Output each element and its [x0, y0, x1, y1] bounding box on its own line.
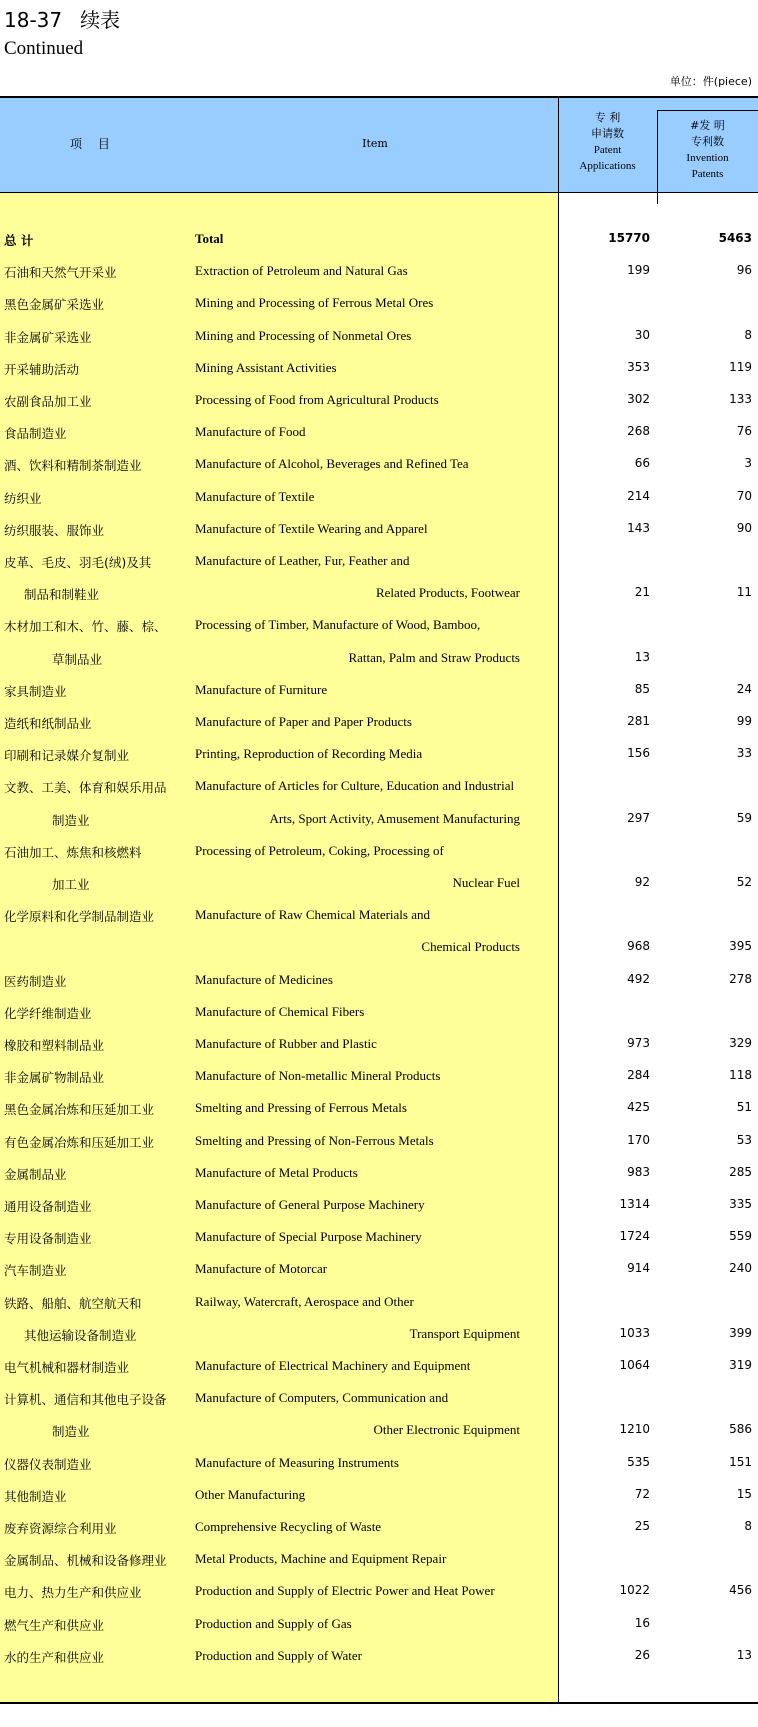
- inv-en2: Patents: [691, 168, 724, 180]
- row-item-en: Other Manufacturing: [195, 1486, 306, 1502]
- row-item-en: Nuclear Fuel: [452, 875, 520, 890]
- row-item-cn: 化学原料和化学制品制造业: [4, 909, 155, 925]
- row-invention-patents: 99: [736, 714, 752, 728]
- table-row: [0, 384, 758, 416]
- row-patent-applications: 1064: [619, 1358, 650, 1372]
- row-invention-patents: 240: [729, 1261, 752, 1276]
- row-patent-applications: 983: [627, 1164, 650, 1179]
- row-invention-patents: 11: [736, 585, 752, 600]
- row-item-en: Manufacture of Medicines: [195, 971, 333, 987]
- table-row: [0, 223, 758, 255]
- row-patent-applications: 1314: [619, 1197, 650, 1211]
- row-patent-applications: 302: [627, 392, 650, 406]
- row-patent-applications: 214: [627, 488, 650, 503]
- table-row: [0, 1575, 758, 1607]
- table-row: [0, 642, 758, 674]
- row-patent-applications: 26: [634, 1647, 650, 1662]
- row-item-cn: 橡胶和塑料制品业: [4, 1038, 105, 1053]
- row-item-en: Total: [195, 231, 224, 246]
- row-item-cn: 非金属矿物制品业: [4, 1070, 105, 1086]
- row-item-cn: 计算机、通信和其他电子设备: [4, 1392, 167, 1408]
- row-item-cn: 电力、热力生产和供应业: [4, 1585, 142, 1601]
- row-item-en: Smelting and Pressing of Non-Ferrous Metals: [195, 1132, 434, 1148]
- row-invention-patents: 118: [729, 1068, 752, 1083]
- row-patent-applications: 143: [627, 520, 650, 535]
- row-item-en: Manufacture of Paper and Paper Products: [195, 714, 412, 729]
- row-invention-patents: 335: [729, 1197, 752, 1211]
- row-invention-patents: 13: [736, 1647, 752, 1662]
- row-patent-applications: 353: [627, 359, 650, 374]
- row-item-en: Mining and Processing of Nonmetal Ores: [195, 327, 412, 343]
- row-invention-patents: 5463: [718, 231, 752, 245]
- row-item-en: Manufacture of Furniture: [195, 681, 328, 697]
- table-row: [0, 1511, 758, 1543]
- row-item-en: Manufacture of Metal Products: [195, 1164, 358, 1180]
- table-row: [0, 899, 758, 931]
- row-item-cn: 家具制造业: [4, 683, 67, 699]
- row-item-en: Processing of Food from Agricultural Products: [195, 392, 439, 407]
- table-row: [0, 1125, 758, 1157]
- table-row: [0, 545, 758, 577]
- row-item-en: Manufacture of Food: [195, 424, 306, 440]
- table-row: [0, 1414, 758, 1446]
- row-patent-applications: 1210: [619, 1422, 650, 1437]
- row-invention-patents: 8: [744, 327, 752, 342]
- row-item-en: Manufacture of Leather, Fur, Feather and: [195, 553, 410, 568]
- row-item-cn: 水的生产和供应业: [4, 1649, 105, 1665]
- table-row: [0, 1479, 758, 1511]
- row-patent-applications: 968: [627, 939, 650, 954]
- table-row: [0, 931, 758, 963]
- pa-cn2: 申请数: [591, 127, 624, 140]
- row-item-en: Smelting and Pressing of Ferrous Metals: [195, 1100, 407, 1116]
- top-rule: [0, 96, 758, 98]
- row-item-cn: 制造业: [52, 812, 90, 828]
- inv-cn2: 专利数: [691, 135, 724, 148]
- row-item-en: Manufacture of Non-metallic Mineral Products: [195, 1068, 441, 1084]
- table-row: [0, 448, 758, 480]
- row-invention-patents: 52: [736, 875, 752, 889]
- row-item-cn: 纺织服装、服饰业: [4, 522, 105, 538]
- row-invention-patents: 285: [729, 1164, 752, 1179]
- row-item-cn: 仪器仪表制造业: [4, 1456, 92, 1472]
- row-item-en: Manufacture of Alcohol, Beverages and Refined Tea: [195, 456, 469, 472]
- row-invention-patents: 76: [736, 424, 752, 439]
- row-invention-patents: 278: [729, 971, 752, 986]
- row-item-cn: 汽车制造业: [4, 1263, 67, 1279]
- table-row: [0, 964, 758, 996]
- table-row: [0, 867, 758, 899]
- row-patent-applications: 15770: [608, 231, 650, 245]
- row-item-cn: 纺织业: [4, 490, 42, 506]
- bottom-rule: [0, 1702, 758, 1704]
- table-row: [0, 609, 758, 641]
- row-item-cn: 化学纤维制造业: [4, 1005, 92, 1021]
- row-item-cn: 铁路、船舶、航空航天和: [4, 1295, 142, 1311]
- table-row: [0, 255, 758, 287]
- row-item-en: Rattan, Palm and Straw Products: [348, 649, 520, 665]
- row-item-en: Manufacture of Motorcar: [195, 1261, 328, 1277]
- row-item-en: Related Products, Footwear: [375, 585, 520, 601]
- unit-label: 单位：件(piece): [669, 75, 752, 88]
- row-patent-applications: 21: [634, 585, 650, 600]
- subtitle: Continued: [4, 38, 84, 59]
- row-item-cn: 制造业: [52, 1424, 90, 1440]
- table-row: [0, 1221, 758, 1253]
- row-patent-applications: 1033: [619, 1325, 650, 1340]
- row-item-en: Manufacture of General Purpose Machinery: [195, 1197, 425, 1212]
- row-item-en: Production and Supply of Water: [195, 1647, 362, 1663]
- table-row: [0, 835, 758, 867]
- row-item-en: Comprehensive Recycling of Waste: [195, 1519, 382, 1534]
- row-patent-applications: 25: [634, 1519, 650, 1533]
- row-patent-applications: 297: [627, 810, 650, 825]
- row-item-en: Production and Supply of Gas: [195, 1615, 352, 1631]
- row-item-en: Production and Supply of Electric Power and Heat Power: [195, 1583, 495, 1599]
- row-invention-patents: 8: [744, 1519, 752, 1533]
- row-patent-applications: 72: [634, 1486, 650, 1501]
- row-patent-applications: 16: [634, 1615, 650, 1630]
- table-row: [0, 738, 758, 770]
- row-invention-patents: 3: [744, 456, 752, 471]
- row-invention-patents: 456: [729, 1583, 752, 1598]
- row-item-en: Manufacture of Special Purpose Machinery: [195, 1229, 422, 1245]
- row-patent-applications: 281: [627, 714, 650, 728]
- table-row: [0, 1092, 758, 1124]
- row-invention-patents: 53: [736, 1132, 752, 1147]
- row-invention-patents: 96: [736, 263, 752, 278]
- table-row: [0, 706, 758, 738]
- row-patent-applications: 425: [627, 1100, 650, 1115]
- inv-en1: Invention: [686, 152, 729, 164]
- table-row: [0, 1060, 758, 1092]
- pa-en1: Patent: [593, 144, 622, 156]
- row-invention-patents: 559: [729, 1229, 752, 1244]
- row-item-cn: 医药制造业: [4, 973, 67, 989]
- table-row: [0, 1189, 758, 1221]
- table-row: [0, 1447, 758, 1479]
- table-row: [0, 287, 758, 319]
- row-patent-applications: 973: [627, 1036, 650, 1050]
- row-invention-patents: 133: [729, 392, 752, 406]
- row-patent-applications: 156: [627, 746, 650, 761]
- row-patent-applications: 13: [634, 649, 650, 664]
- row-item-cn: 石油和天然气开采业: [4, 265, 117, 281]
- row-item-cn: 制品和制鞋业: [24, 587, 100, 603]
- row-invention-patents: 119: [729, 359, 752, 374]
- row-item-en: Manufacture of Electrical Machinery and Equipment: [195, 1358, 471, 1373]
- row-invention-patents: 399: [729, 1325, 752, 1340]
- row-item-en: Manufacture of Raw Chemical Materials and: [195, 907, 430, 923]
- row-item-en: Processing of Timber, Manufacture of Wood, Bamboo,: [195, 617, 481, 633]
- row-item-cn: 开采辅助活动: [4, 361, 80, 377]
- row-item-en: Extraction of Petroleum and Natural Gas: [195, 263, 408, 279]
- row-item-cn: 酒、饮料和精制茶制造业: [4, 458, 142, 474]
- row-item-cn: 农副食品加工业: [4, 394, 92, 409]
- pa-en2: Applications: [579, 160, 636, 172]
- table-row: [0, 1253, 758, 1285]
- row-item-cn: 草制品业: [52, 651, 103, 667]
- row-item-cn: 电气机械和器材制造业: [4, 1360, 130, 1375]
- row-patent-applications: 914: [627, 1261, 650, 1276]
- row-invention-patents: 51: [736, 1100, 752, 1115]
- row-item-en: Other Electronic Equipment: [373, 1422, 520, 1438]
- table-row: [0, 1157, 758, 1189]
- row-patent-applications: 1724: [619, 1229, 650, 1244]
- pa-cn1: 专 利: [594, 111, 621, 124]
- row-patent-applications: 492: [627, 971, 650, 986]
- col-header-invention-patents: [657, 118, 758, 182]
- row-item-cn: 加工业: [52, 877, 90, 892]
- row-patent-applications: 535: [627, 1454, 650, 1469]
- row-invention-patents: 24: [736, 681, 752, 696]
- row-invention-patents: 33: [736, 746, 752, 761]
- table-row: [0, 1350, 758, 1382]
- row-item-en: Transport Equipment: [409, 1325, 520, 1341]
- row-invention-patents: 395: [729, 939, 752, 954]
- table-row: [0, 803, 758, 835]
- row-invention-patents: 70: [736, 488, 752, 503]
- row-item-cn: 废弃资源综合利用业: [4, 1521, 117, 1536]
- row-item-cn: 总 计: [4, 233, 34, 248]
- row-item-en: Mining Assistant Activities: [195, 359, 337, 375]
- title-cn: 续表: [80, 8, 121, 32]
- table-row: [0, 481, 758, 513]
- table-row: [0, 1318, 758, 1350]
- row-item-en: Manufacture of Textile: [195, 488, 315, 504]
- table-number: 18-37: [4, 8, 63, 32]
- row-item-cn: 其他运输设备制造业: [24, 1327, 137, 1343]
- row-patent-applications: 284: [627, 1068, 650, 1083]
- row-item-cn: 非金属矿采选业: [4, 329, 92, 345]
- statistics-table: [0, 96, 758, 1704]
- header-rule: [0, 192, 758, 193]
- table-row: [0, 770, 758, 802]
- row-item-en: Manufacture of Textile Wearing and Apparel: [195, 520, 428, 536]
- table-row: [0, 320, 758, 352]
- table-row: [0, 513, 758, 545]
- row-item-en: Railway, Watercraft, Aerospace and Other: [195, 1293, 414, 1309]
- table-row: [0, 1543, 758, 1575]
- row-item-en: Arts, Sport Activity, Amusement Manufacturing: [269, 810, 520, 826]
- row-item-cn: 燃气生产和供应业: [4, 1617, 105, 1633]
- row-invention-patents: 59: [736, 810, 752, 825]
- row-item-cn: 通用设备制造业: [4, 1199, 92, 1214]
- row-item-cn: 石油加工、炼焦和核燃料: [4, 844, 142, 860]
- row-item-en: Metal Products, Machine and Equipment Repair: [195, 1551, 447, 1567]
- table-row: [0, 416, 758, 448]
- inv-cn1: #发 明: [690, 119, 725, 132]
- row-item-cn: 木材加工和木、竹、藤、棕、: [4, 619, 167, 635]
- row-invention-patents: 90: [736, 520, 752, 535]
- row-patent-applications: 66: [634, 456, 650, 471]
- row-item-cn: 印刷和记录媒介复制业: [4, 748, 130, 764]
- row-invention-patents: 329: [729, 1036, 752, 1050]
- col-header-item-cn: 项 目: [70, 137, 116, 151]
- table-row: [0, 352, 758, 384]
- table-row: [0, 577, 758, 609]
- row-item-en: Manufacture of Chemical Fibers: [195, 1003, 365, 1019]
- table-row: [0, 1382, 758, 1414]
- col-header-patent-applications: [558, 110, 657, 174]
- row-item-cn: 专用设备制造业: [4, 1231, 92, 1247]
- row-item-cn: 造纸和纸制品业: [4, 716, 92, 731]
- row-invention-patents: 586: [729, 1422, 752, 1437]
- table-row: [0, 674, 758, 706]
- table-row: [0, 1286, 758, 1318]
- table-row: [0, 1028, 758, 1060]
- row-item-cn: 金属制品、机械和设备修理业: [4, 1553, 167, 1569]
- row-patent-applications: 268: [627, 424, 650, 439]
- row-item-cn: 黑色金属冶炼和压延加工业: [4, 1102, 155, 1118]
- row-patent-applications: 92: [634, 875, 650, 889]
- row-item-en: Manufacture of Computers, Communication and: [195, 1390, 449, 1406]
- subcolumn-top-rule: [657, 110, 758, 111]
- row-item-en: Printing, Reproduction of Recording Media: [195, 746, 423, 762]
- col-header-item-en: Item: [362, 137, 388, 150]
- row-item-cn: 皮革、毛皮、羽毛(绒)及其: [4, 555, 152, 570]
- row-item-en: Processing of Petroleum, Coking, Processing of: [195, 842, 444, 858]
- row-item-en: Manufacture of Rubber and Plastic: [195, 1036, 377, 1051]
- table-row: [0, 1608, 758, 1640]
- table-row: [0, 996, 758, 1028]
- table-title: [4, 4, 120, 33]
- row-invention-patents: 319: [729, 1358, 752, 1372]
- row-item-en: Manufacture of Articles for Culture, Education and Industrial: [195, 778, 515, 794]
- row-invention-patents: 151: [729, 1454, 752, 1469]
- row-patent-applications: 199: [627, 263, 650, 278]
- row-item-cn: 食品制造业: [4, 426, 67, 442]
- row-item-cn: 其他制造业: [4, 1488, 67, 1504]
- row-invention-patents: 15: [736, 1486, 752, 1501]
- row-item-cn: 金属制品业: [4, 1166, 67, 1182]
- table-row: [0, 1640, 758, 1672]
- row-item-cn: 黑色金属矿采选业: [4, 297, 105, 313]
- row-patent-applications: 1022: [619, 1583, 650, 1598]
- row-item-cn: 有色金属冶炼和压延加工业: [4, 1134, 155, 1150]
- row-item-en: Chemical Products: [421, 939, 520, 955]
- row-item-en: Mining and Processing of Ferrous Metal Ores: [195, 295, 434, 311]
- row-patent-applications: 85: [634, 681, 650, 696]
- row-item-en: Manufacture of Measuring Instruments: [195, 1454, 399, 1470]
- row-patent-applications: 30: [634, 327, 650, 342]
- row-item-cn: 文教、工美、体育和娱乐用品: [4, 780, 167, 796]
- row-patent-applications: 170: [627, 1132, 650, 1147]
